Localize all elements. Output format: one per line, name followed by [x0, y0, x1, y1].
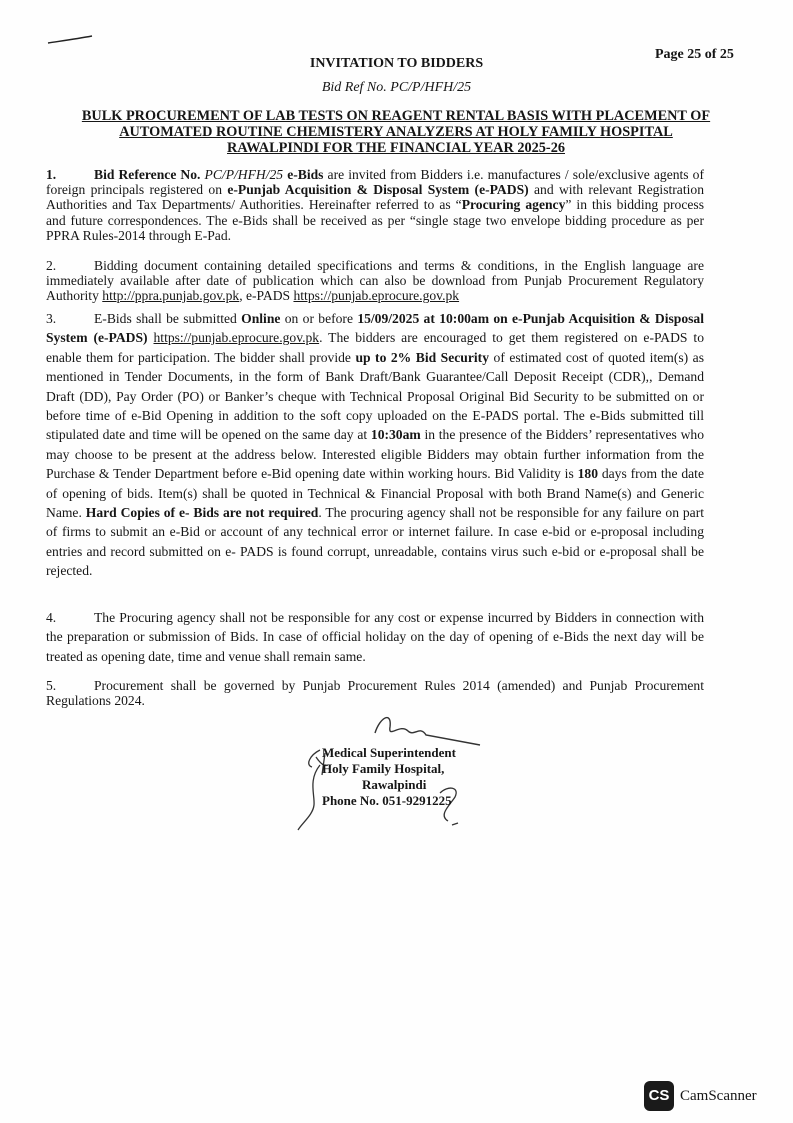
paragraph-number: 2.: [46, 258, 57, 273]
procuring-agency-term: Procuring agency: [461, 197, 566, 213]
opening-time: 10:30am: [370, 427, 421, 443]
ppra-link[interactable]: http://ppra.punjab.gov.pk: [102, 288, 240, 304]
document-heading: INVITATION TO BIDDERS: [309, 56, 484, 71]
paragraph-text: on or before: [280, 311, 358, 326]
paragraph-text: Bidding document containing detailed specifications and terms & conditions, in the English language are immediately available after date of publication which can also be download from Punjab Procurement Regulatory Authority: [46, 258, 704, 304]
signature-block: [322, 745, 456, 809]
signatory-title: Medical Superintendent: [322, 745, 456, 760]
paragraph-text: The Procuring agency shall not be responsible for any cost or expense incurred by Bidders in connection with the preparation or submission of Bids. In case of official holiday on the day of opening of e-Bids the next day will be treated as opening date, time and venue shall remain same.: [46, 610, 704, 664]
paragraph-5: [46, 678, 704, 708]
hard-copies-note: Hard Copies of e- Bids are not required: [85, 505, 319, 521]
paragraph-3: [46, 309, 704, 581]
paragraph-2: [46, 258, 704, 304]
camscanner-logo-icon: CS: [644, 1081, 674, 1111]
paragraph-text: E-Bids shall be submitted: [94, 311, 242, 326]
paragraph-1: [46, 167, 704, 243]
paragraph-text: Procurement shall be governed by Punjab Procurement Rules 2014 (amended) and Punjab Procurement Regulations 2024.: [46, 678, 704, 709]
bid-security-term: up to 2% Bid Security: [355, 349, 490, 365]
online-term: Online: [241, 311, 281, 326]
paragraph-number: 5.: [46, 678, 57, 693]
pen-stroke-mark: [46, 32, 96, 46]
paragraph-number: 3.: [46, 311, 57, 326]
bid-reference-line: Bid Ref No. PC/P/HFH/25: [321, 80, 472, 95]
epads-name: e-Punjab Acquisition & Disposal System (e-PADS): [227, 182, 529, 198]
hospital-name: Holy Family Hospital,: [322, 761, 445, 776]
bid-reference-label: Bid Reference No.: [94, 167, 201, 182]
paragraph-text: are invited from Bidders i.e. manufactures / sole/exclusive agents of foreign principals registered on: [46, 167, 705, 198]
phone-number: Phone No. 051-9291225: [322, 793, 452, 808]
bid-validity-days: 180: [577, 466, 598, 482]
page-number: Page 25 of 25: [655, 47, 734, 62]
bid-reference-code: PC/P/HFH/25: [204, 167, 284, 182]
paragraph-text: and with relevant Registration Authorities and Tax Departments/ Authorities. Hereinafter referred to as “: [46, 182, 704, 213]
title-line: RAWALPINDI FOR THE FINANCIAL YEAR 2025-26: [227, 140, 565, 156]
paragraph-text: of estimated cost of quoted item(s) as mentioned in Tender Documents, in the form of Bank Draft/Bank Guarantee/Call Deposit Receipt (CDR),, Demand Draft (DD), Pay Order (PO) or Banker’s cheque with Technical Proposal Original Bid Security to be submitted on or before time of e-Bid Opening in addition to the soft copy uploaded on the E-PADS portal. The e-Bids submitted till stipulated date and time will be opened on the same day at: [46, 349, 704, 443]
paragraph-text: in the presence of the Bidders’ representatives who may choose to be present at the address below. Interested eligible Bidders may obtain further information from the Purchase & Tender Department before e-Bid opening date within working hours. Bid Validity is: [46, 427, 704, 482]
paragraph-number: 1.: [46, 167, 57, 182]
procurement-title: [46, 108, 746, 156]
title-line: AUTOMATED ROUTINE CHEMISTERY ANALYZERS AT HOLY FAMILY HOSPITAL: [119, 124, 673, 140]
hospital-city: Rawalpindi: [362, 777, 427, 792]
paragraph-text: days from the date of opening of bids. Item(s) shall be quoted in Technical & Financial Proposal with both Brand Name(s) and Generic Name.: [46, 466, 704, 521]
submission-deadline: 15/09/2025 at 10:00am on e-Punjab Acquisition & Disposal System (e-PADS): [46, 311, 704, 346]
paragraph-4: [46, 608, 704, 666]
ebids-term: e-Bids: [287, 167, 324, 182]
paragraph-text: , e-PADS: [239, 288, 294, 304]
title-line: BULK PROCUREMENT OF LAB TESTS ON REAGENT RENTAL BASIS WITH PLACEMENT OF: [81, 108, 711, 124]
paragraph-number: 4.: [46, 610, 57, 625]
epads-link[interactable]: https://punjab.eprocure.gov.pk: [153, 330, 320, 346]
paragraph-text: ” in this bidding process and future correspondences. The e-Bids shall be received as per “single stage two envelope bidding procedure as per PPRA Rules-2014 through E-Pad.: [46, 197, 704, 243]
paragraph-text: . The bidders are encouraged to get them registered on e-PADS to enable them for participation. The bidder shall provide: [46, 330, 704, 365]
paragraph-text: . The procuring agency shall not be responsible for any failure on part of firms to submit an e-Bid or account of any technical error or internet failure. In case e-bid or e-proposal including entries and record submitted on e- PADS is found corrupt, unreadable, contains virus such e-bid or e-proposal shall be rejected.: [46, 505, 705, 579]
epads-link[interactable]: https://punjab.eprocure.gov.pk: [293, 288, 460, 304]
camscanner-label: CamScanner: [680, 1088, 757, 1104]
